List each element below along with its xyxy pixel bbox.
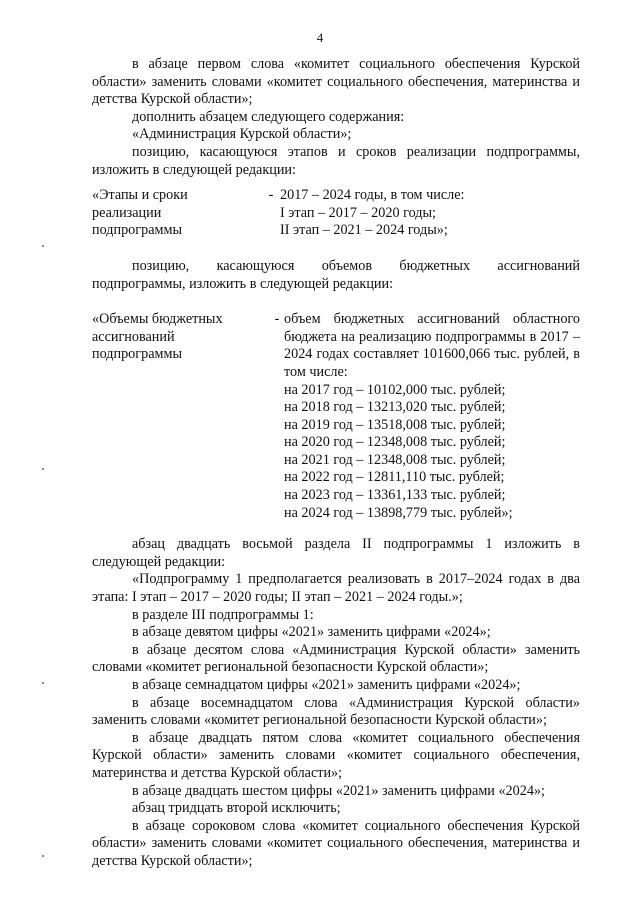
paragraph: в абзаце двадцать шестом цифры «2021» заменить цифрами «2024»; (132, 782, 545, 799)
budget-label: «Объемы бюджетных ассигнований подпрограммы (92, 311, 223, 363)
stages-value: 2017 – 2024 годы, в том числе: I этап – 2017 – 2020 годы; II этап – 2021 – 2024 годы»; (280, 187, 465, 239)
scan-speck (42, 682, 44, 684)
stages-label: «Этапы и сроки реализации подпрограммы (92, 187, 188, 239)
paragraph: в абзаце девятом цифры «2021» заменить цифрами «2024»; (132, 624, 491, 641)
budget-table (92, 311, 580, 522)
budget-year-line: на 2021 год – 12348,008 тыс. рублей; (284, 451, 506, 468)
paragraph: «Подпрограмму 1 предполагается реализовать в 2017–2024 годах в два этапа: I этап – 2017 – 2020 годы; II этап – 2021 – 2024 годы.»; (92, 571, 580, 606)
budget-year-line: на 2024 год – 13898,779 тыс. рублей»; (284, 504, 513, 521)
paragraph: в абзаце двадцать пятом слова «комитет социального обеспечения Курской области» заменить словами «комитет социального обеспечения, материнства и детства Курской области»; (92, 729, 580, 781)
document-body (92, 56, 580, 871)
paragraph: в абзаце десятом слова «Администрация Курской области» заменить словами «комитет региональной безопасности Курской области»; (92, 641, 580, 676)
stages-table (92, 187, 580, 240)
paragraph: в абзаце восемнадцатом слова «Администрация Курской области» заменить словами «комитет региональной безопасности Курской области»; (92, 694, 580, 729)
paragraph: позицию, касающуюся этапов и сроков реализации подпрограммы, изложить в следующей редакции: (92, 143, 580, 178)
paragraph: в разделе III подпрограммы 1: (132, 606, 314, 623)
page-number: 4 (316, 30, 324, 45)
paragraph: позицию, касающуюся объемов бюджетных ассигнований подпрограммы, изложить в следующей редакции: (92, 257, 580, 292)
scan-speck (42, 245, 44, 247)
budget-dash: - (274, 311, 280, 328)
paragraph: абзац двадцать восьмой раздела II подпрограммы 1 изложить в следующей редакции: (92, 536, 580, 570)
budget-value (284, 311, 580, 522)
scan-speck (42, 468, 44, 470)
budget-year-line: на 2019 год – 13518,008 тыс. рублей; (284, 416, 506, 433)
budget-year-line: на 2017 год – 10102,000 тыс. рублей; (284, 381, 506, 398)
budget-intro: объем бюджетных ассигнований областного бюджета на реализацию подпрограммы в 2017 – 2024 годах составляет 101600,066 тыс. рублей, в том числе: (284, 311, 580, 380)
paragraph: «Администрация Курской области»; (132, 126, 352, 143)
paragraph: в абзаце сороковом слова «комитет социального обеспечения Курской области» заменить словами «комитет социального обеспечения, материнства и детства Курской области»; (92, 817, 580, 869)
paragraph: в абзаце первом слова «комитет социального обеспечения Курской области» заменить словами «комитет социального обеспечения, материнства и детства Курской области»; (92, 56, 580, 108)
paragraph: дополнить абзацем следующего содержания: (132, 108, 405, 125)
stages-dash: - (268, 187, 274, 204)
budget-year-line: на 2022 год – 12811,110 тыс. рублей; (284, 469, 505, 486)
budget-year-line: на 2018 год – 13213,020 тыс. рублей; (284, 399, 506, 416)
paragraph: абзац тридцать второй исключить; (132, 800, 341, 817)
scan-speck (42, 855, 44, 857)
budget-year-line: на 2023 год – 13361,133 тыс. рублей; (284, 487, 506, 504)
budget-year-line: на 2020 год – 12348,008 тыс. рублей; (284, 434, 506, 451)
paragraph: в абзаце семнадцатом цифры «2021» заменить цифрами «2024»; (132, 677, 521, 693)
